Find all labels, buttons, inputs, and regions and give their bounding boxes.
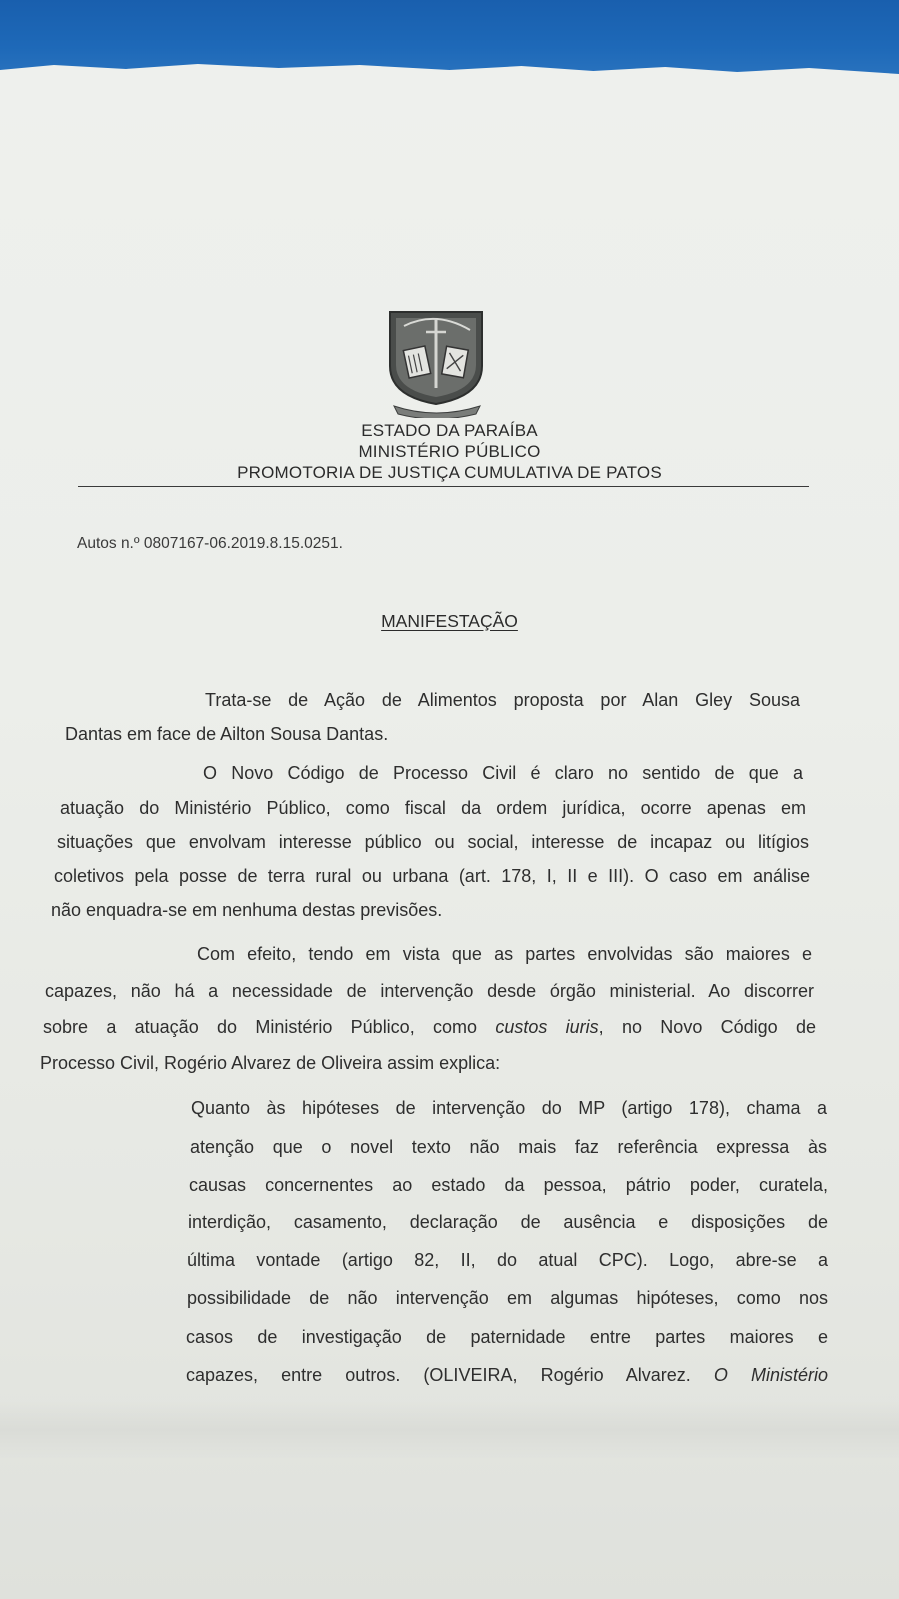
paragraph-line: Trata-se de Ação de Alimentos proposta por Alan Gley Sousa (205, 690, 800, 710)
header-divider (78, 486, 809, 487)
quote-line-with-italic (186, 1365, 828, 1386)
quote-line: última vontade (artigo 82, II, do atual CPC). Logo, abre-se a (187, 1250, 828, 1270)
quote-line: possibilidade de não intervenção em algumas hipóteses, como nos (187, 1288, 828, 1308)
text-run: capazes, entre outros. (OLIVEIRA, Rogério Alvarez. (186, 1365, 714, 1385)
paragraph-line: situações que envolvam interesse público ou social, interesse de incapaz ou litígios (57, 832, 809, 852)
header-ministry: MINISTÉRIO PÚBLICO (358, 442, 541, 461)
quote-line: atenção que o novel texto não mais faz referência expressa às (190, 1137, 827, 1157)
paragraph-line-with-italic (43, 1017, 816, 1038)
italic-title: O Ministério (713, 1365, 828, 1385)
text-run: sobre a atuação do Ministério Público, como (43, 1017, 496, 1037)
header-office: PROMOTORIA DE JUSTIÇA CUMULATIVA DE PATOS (237, 463, 662, 482)
paragraph-line: O Novo Código de Processo Civil é claro no sentido de que a (203, 763, 803, 783)
paragraph-line: atuação do Ministério Público, como fiscal da ordem jurídica, ocorre apenas em (60, 798, 806, 818)
italic-term: custos iuris (495, 1017, 599, 1037)
header-state: ESTADO DA PARAÍBA (361, 421, 538, 440)
quote-line: interdição, casamento, declaração de ausência e disposições de (188, 1212, 828, 1232)
paper-fold (0, 1400, 899, 1460)
paragraph-line: coletivos pela posse de terra rural ou urbana (art. 178, I, II e III). O caso em análise (54, 866, 810, 886)
text-run: , no Novo Código de (598, 1017, 816, 1037)
quote-line: casos de investigação de paternidade entre partes maiores e (186, 1327, 828, 1347)
paragraph-line: Processo Civil, Rogério Alvarez de Oliveira assim explica: (40, 1053, 501, 1073)
paragraph-line: capazes, não há a necessidade de intervenção desde órgão ministerial. Ao discorrer (45, 981, 814, 1001)
paragraph-line: não enquadra-se em nenhuma destas previsões. (51, 900, 443, 920)
document-title: MANIFESTAÇÃO (381, 611, 518, 631)
coat-of-arms-emblem (384, 308, 494, 418)
paragraph-line: Dantas em face de Ailton Sousa Dantas. (65, 724, 389, 744)
paragraph-line: Com efeito, tendo em vista que as partes envolvidas são maiores e (197, 944, 812, 964)
case-number: Autos n.º 0807167-06.2019.8.15.0251. (77, 535, 343, 552)
quote-line: causas concernentes ao estado da pessoa, pátrio poder, curatela, (189, 1175, 828, 1195)
background-surface (0, 0, 899, 80)
quote-line: Quanto às hipóteses de intervenção do MP (artigo 178), chama a (191, 1098, 827, 1118)
